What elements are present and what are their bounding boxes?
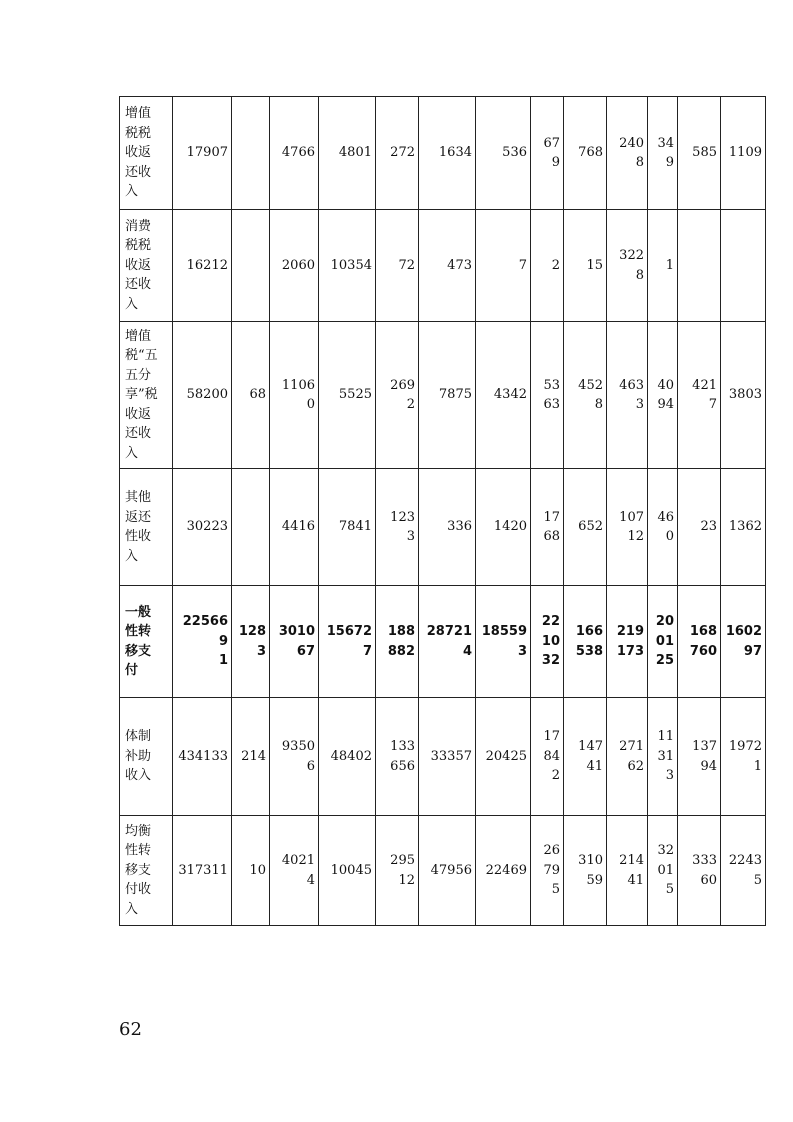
table-cell: 1 — [648, 210, 678, 322]
table-cell: 47956 — [419, 816, 476, 926]
table-cell: 17 84 2 — [531, 698, 564, 816]
table-cell: 434133 — [173, 698, 232, 816]
table-cell: 7 — [476, 210, 531, 322]
table-cell: 28721 4 — [419, 586, 476, 698]
table-cell: 72 — [376, 210, 419, 322]
table-cell: 18559 3 — [476, 586, 531, 698]
table-cell: 48402 — [319, 698, 376, 816]
table-cell: 7875 — [419, 322, 476, 469]
table-cell: 4416 — [270, 469, 319, 586]
table-cell: 4766 — [270, 97, 319, 210]
table-cell: 4801 — [319, 97, 376, 210]
table-cell: 1420 — [476, 469, 531, 586]
table-cell: 214 — [232, 698, 270, 816]
table-cell: 225669 1 — [173, 586, 232, 698]
table-cell: 652 — [564, 469, 607, 586]
row-label: 体制 补助 收入 — [120, 698, 173, 816]
table-body — [120, 97, 766, 926]
table-cell: 16212 — [173, 210, 232, 322]
table-cell: 188 882 — [376, 586, 419, 698]
table-cell: 137 94 — [678, 698, 721, 816]
table-cell: 30223 — [173, 469, 232, 586]
table-cell: 240 8 — [607, 97, 648, 210]
table-cell: 3803 — [721, 322, 766, 469]
table-cell: 20 01 25 — [648, 586, 678, 698]
row-label: 其他 返还 性收 入 — [120, 469, 173, 586]
table-cell: 58200 — [173, 322, 232, 469]
table-cell: 20425 — [476, 698, 531, 816]
row-label: 一般 性转 移支 付 — [120, 586, 173, 698]
table-cell: 33357 — [419, 698, 476, 816]
table-cell — [721, 210, 766, 322]
table-cell: 271 62 — [607, 698, 648, 816]
table-cell: 536 — [476, 97, 531, 210]
table-cell: 166 538 — [564, 586, 607, 698]
table-cell: 22 10 32 — [531, 586, 564, 698]
table-row — [120, 469, 766, 586]
table-cell: 128 3 — [232, 586, 270, 698]
page-number: 62 — [119, 1019, 142, 1040]
table-cell: 15672 7 — [319, 586, 376, 698]
table-cell: 452 8 — [564, 322, 607, 469]
table-cell: 26 79 5 — [531, 816, 564, 926]
table-row — [120, 586, 766, 698]
table-cell: 2060 — [270, 210, 319, 322]
table-cell: 4021 4 — [270, 816, 319, 926]
table-cell: 219 173 — [607, 586, 648, 698]
table-cell: 322 8 — [607, 210, 648, 322]
table-cell: 53 63 — [531, 322, 564, 469]
table-cell: 1634 — [419, 97, 476, 210]
table-cell: 214 41 — [607, 816, 648, 926]
row-label: 增值 税税 收返 还收 入 — [120, 97, 173, 210]
row-label: 均衡 性转 移支 付收 入 — [120, 816, 173, 926]
table-cell: 473 — [419, 210, 476, 322]
table-cell: 1106 0 — [270, 322, 319, 469]
table-cell: 463 3 — [607, 322, 648, 469]
table-cell: 32 01 5 — [648, 816, 678, 926]
table-cell: 336 — [419, 469, 476, 586]
table-row — [120, 97, 766, 210]
table-row — [120, 698, 766, 816]
table-cell: 9350 6 — [270, 698, 319, 816]
table-cell: 1602 97 — [721, 586, 766, 698]
table-cell: 585 — [678, 97, 721, 210]
table-cell: 5525 — [319, 322, 376, 469]
table-cell — [678, 210, 721, 322]
table-cell: 1972 1 — [721, 698, 766, 816]
table-cell: 272 — [376, 97, 419, 210]
table-cell: 147 41 — [564, 698, 607, 816]
table-row — [120, 816, 766, 926]
table-cell: 123 3 — [376, 469, 419, 586]
table-cell: 2243 5 — [721, 816, 766, 926]
table-cell: 4342 — [476, 322, 531, 469]
table-cell: 7841 — [319, 469, 376, 586]
table-cell: 2 — [531, 210, 564, 322]
table-cell: 107 12 — [607, 469, 648, 586]
revenue-table — [119, 96, 766, 926]
table-cell: 40 94 — [648, 322, 678, 469]
table-cell: 3010 67 — [270, 586, 319, 698]
table-cell — [232, 97, 270, 210]
table-cell: 295 12 — [376, 816, 419, 926]
table-cell: 15 — [564, 210, 607, 322]
table-cell: 10 — [232, 816, 270, 926]
table-cell: 421 7 — [678, 322, 721, 469]
table-cell: 22469 — [476, 816, 531, 926]
table-cell: 133 656 — [376, 698, 419, 816]
table-cell: 17 68 — [531, 469, 564, 586]
table-row — [120, 210, 766, 322]
row-label: 消费 税税 收返 还收 入 — [120, 210, 173, 322]
table-cell: 310 59 — [564, 816, 607, 926]
table-cell: 768 — [564, 97, 607, 210]
table-cell: 68 — [232, 322, 270, 469]
table-cell: 1362 — [721, 469, 766, 586]
table-row — [120, 322, 766, 469]
row-label: 增值 税“五 五分 享”税 收返 还收 入 — [120, 322, 173, 469]
table-cell: 10045 — [319, 816, 376, 926]
table-cell: 1109 — [721, 97, 766, 210]
table-cell: 23 — [678, 469, 721, 586]
table-cell: 17907 — [173, 97, 232, 210]
table-cell: 11 31 3 — [648, 698, 678, 816]
table-cell — [232, 469, 270, 586]
table-cell: 10354 — [319, 210, 376, 322]
table-cell: 269 2 — [376, 322, 419, 469]
table-cell — [232, 210, 270, 322]
table-cell: 168 760 — [678, 586, 721, 698]
table-cell: 317311 — [173, 816, 232, 926]
table-cell: 67 9 — [531, 97, 564, 210]
table-cell: 333 60 — [678, 816, 721, 926]
table-cell: 46 0 — [648, 469, 678, 586]
table-cell: 34 9 — [648, 97, 678, 210]
